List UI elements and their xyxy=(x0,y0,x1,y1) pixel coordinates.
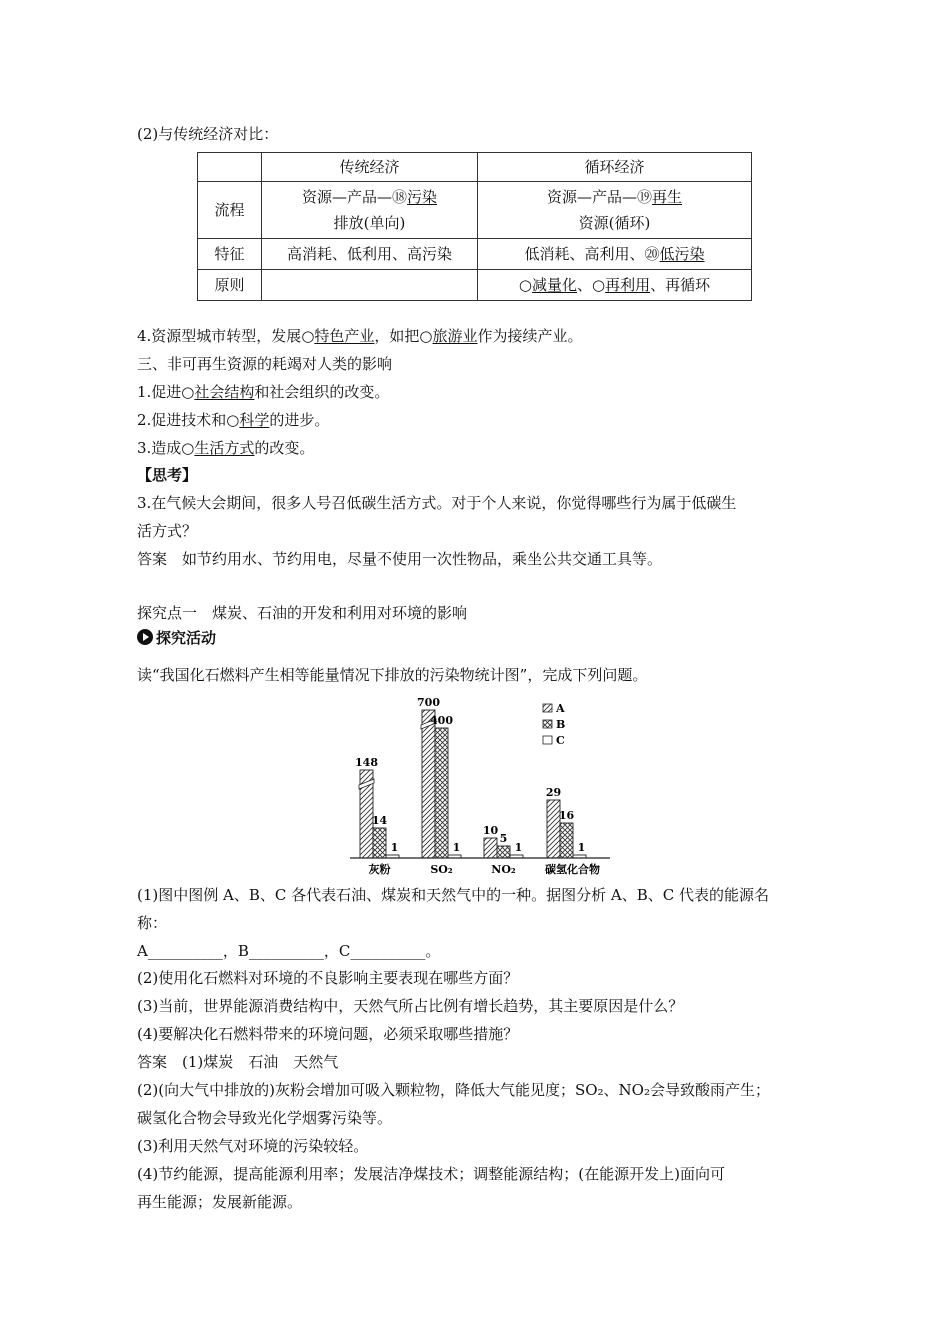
row-label: 特征 xyxy=(198,239,262,270)
text: 的改变。 xyxy=(254,439,315,457)
text: 探究活动 xyxy=(156,629,217,647)
table-row xyxy=(198,270,752,301)
data-label: 29 xyxy=(545,786,562,799)
cell-underlined: 低污染 xyxy=(659,245,705,263)
think-question: 3.在气候大会期间，很多人号召低碳生活方式。对于个人来说，你觉得哪些行为属于低碳生 xyxy=(137,494,737,512)
table-header-row xyxy=(198,153,752,182)
bar-B-1 xyxy=(435,728,448,858)
cell-text: ○ xyxy=(518,276,532,294)
data-label: 5 xyxy=(499,832,508,845)
data-label: 1 xyxy=(390,841,399,854)
text: 2.促进技术和○ xyxy=(137,411,240,429)
think-question: 活方式？ xyxy=(137,522,198,540)
data-label: 148 xyxy=(355,756,378,769)
cell-underlined: 污染 xyxy=(407,188,438,206)
x-tick-label: 碳氢化合物 xyxy=(545,863,600,876)
data-label: 1 xyxy=(452,841,461,854)
table-header-cell xyxy=(198,153,262,182)
cell-text: 排放(单向) xyxy=(333,214,406,232)
point-2 xyxy=(137,410,329,430)
point-3 xyxy=(137,438,314,458)
question-3: (3)当前，世界能源消费结构中，天然气所占比例有增长趋势，其主要原因是什么？ xyxy=(137,997,684,1015)
data-label: 700 xyxy=(417,696,440,709)
comparison-table xyxy=(197,152,752,301)
legend-swatch-B xyxy=(543,720,552,728)
data-label: 14 xyxy=(371,814,388,827)
text: 和社会组织的改变。 xyxy=(254,383,390,401)
think-answer: 答案 如节约用水、节约用电，尽量不使用一次性物品，乘坐公共交通工具等。 xyxy=(137,550,663,568)
question-1-blanks: A__________，B__________，C__________。 xyxy=(137,942,441,960)
cell-text: 资源(循环) xyxy=(578,214,651,232)
question-1: (1)图中图例 A、B、C 各代表石油、煤炭和天然气中的一种。据图分析 A、B、C 代表的能源名 xyxy=(137,886,769,904)
underlined-answer: 生活方式 xyxy=(194,439,255,457)
bar-A-1 xyxy=(422,710,435,858)
explore-title: 探究点一 煤炭、石油的开发和利用对环境的影响 xyxy=(137,604,468,622)
item-4 xyxy=(137,326,583,346)
table-cell xyxy=(262,270,478,301)
question-4: (4)要解决化石燃料带来的环境问题，必须采取哪些措施？ xyxy=(137,1025,519,1043)
legend-label: A xyxy=(556,702,565,715)
table-cell xyxy=(478,270,752,301)
data-label: 1 xyxy=(514,841,523,854)
underlined-answer: 科学 xyxy=(239,411,270,429)
think-label: 【思考】 xyxy=(137,466,198,484)
table-header-cell: 传统经济 xyxy=(262,153,478,182)
table-header-cell: 循环经济 xyxy=(478,153,752,182)
legend-swatch-A xyxy=(543,704,552,712)
text: 作为接续产业。 xyxy=(477,327,583,345)
answer-2: (2)(向大气中排放的)灰粉会增加可吸入颗粒物，降低大气能见度；SO₂、NO₂会导致酸雨产生； xyxy=(137,1081,770,1099)
text: 1.促进○ xyxy=(137,383,195,401)
table-cell xyxy=(478,239,752,270)
cell-text: 、○ xyxy=(576,276,606,294)
question-1: 称： xyxy=(137,914,168,932)
bar-B-0 xyxy=(373,828,386,858)
cell-text: 低消耗、高利用、⑳ xyxy=(524,245,660,263)
section-intro: (2)与传统经济对比： xyxy=(137,125,279,143)
text: 3.造成○ xyxy=(137,439,195,457)
bar-B-3 xyxy=(560,823,573,858)
text: 的进步。 xyxy=(269,411,330,429)
answer-2: 碳氢化合物会导致光化学烟雾污染等。 xyxy=(137,1109,393,1127)
table-cell xyxy=(262,182,478,239)
cell-underlined: 再生 xyxy=(652,188,683,206)
legend-swatch-C xyxy=(543,736,552,744)
row-label: 原则 xyxy=(198,270,262,301)
legend-label: B xyxy=(556,718,566,731)
x-tick-label: SO₂ xyxy=(430,863,453,876)
data-label: 1 xyxy=(577,841,586,854)
table-cell xyxy=(478,182,752,239)
table-row xyxy=(198,239,752,270)
point-1 xyxy=(137,382,389,402)
cell-text: 资源—产品—⑱ xyxy=(301,188,407,206)
answer-4: (4)节约能源，提高能源利用率；发展洁净煤技术；调整能源结构；(在能源开发上)面向可 xyxy=(137,1165,725,1183)
x-tick-label: NO₂ xyxy=(491,863,516,876)
pollutant-bar-chart xyxy=(340,690,620,880)
question-2: (2)使用化石燃料对环境的不良影响主要表现在哪些方面？ xyxy=(137,969,519,987)
underlined-answer: 特色产业 xyxy=(314,327,375,345)
cell-underlined: 再利用 xyxy=(605,276,651,294)
legend-label: C xyxy=(556,734,565,747)
section-heading: 三、非可再生资源的耗竭对人类的影响 xyxy=(137,355,393,373)
underlined-answer: 旅游业 xyxy=(432,327,478,345)
cell-underlined: 减量化 xyxy=(531,276,577,294)
play-circle-icon xyxy=(137,629,153,645)
activity-label xyxy=(137,628,216,648)
cell-text: 、再循环 xyxy=(650,276,711,294)
read-prompt: 读“我国化石燃料产生相等能量情况下排放的污染物统计图”，完成下列问题。 xyxy=(137,666,648,684)
data-label: 10 xyxy=(482,824,499,837)
data-label: 16 xyxy=(558,809,575,822)
text: 4.资源型城市转型，发展○ xyxy=(137,327,315,345)
row-label: 流程 xyxy=(198,182,262,239)
data-label: 400 xyxy=(430,714,453,727)
x-tick-label: 灰粉 xyxy=(368,863,391,876)
table-row xyxy=(198,182,752,239)
answer-4: 再生能源；发展新能源。 xyxy=(137,1193,303,1211)
cell-text: 资源—产品—⑲ xyxy=(546,188,652,206)
underlined-answer: 社会结构 xyxy=(194,383,255,401)
answer-1: 答案 (1)煤炭 石油 天然气 xyxy=(137,1053,339,1071)
bar-B-2 xyxy=(497,846,510,858)
answer-3: (3)利用天然气对环境的污染较轻。 xyxy=(137,1137,369,1155)
text: ，如把○ xyxy=(374,327,433,345)
table-cell: 高消耗、低利用、高污染 xyxy=(262,239,478,270)
bar-A-2 xyxy=(484,838,497,858)
